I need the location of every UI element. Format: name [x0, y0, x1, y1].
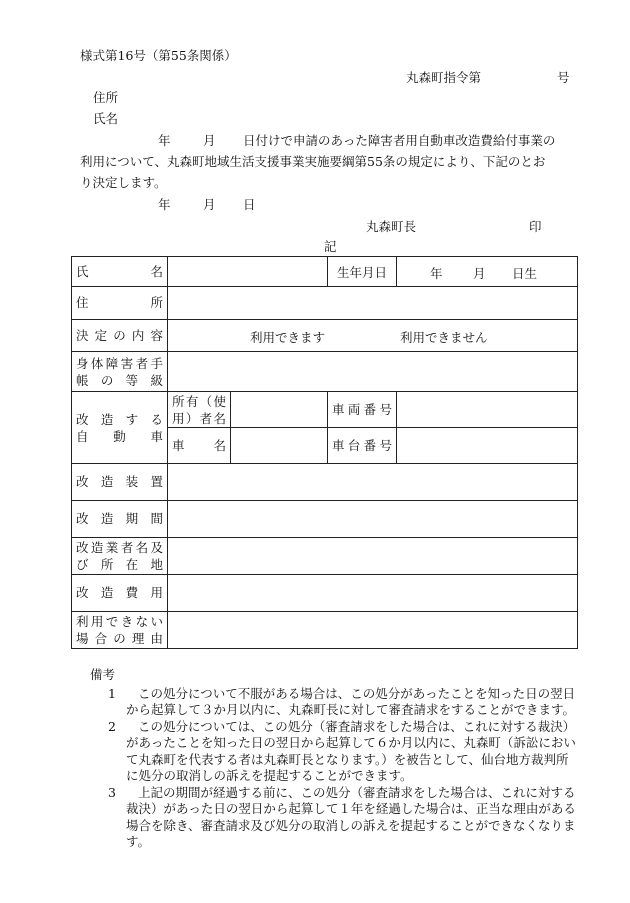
- label-vehicle-number: 車両番号: [328, 392, 397, 428]
- row-vehicle-owner: [72, 392, 578, 428]
- body-year: 年: [158, 133, 171, 148]
- row-decision: [72, 320, 578, 352]
- birth-day: 日生: [512, 265, 538, 281]
- value-birth[interactable]: [397, 257, 578, 287]
- label-owner-line1: 所有（使: [172, 393, 226, 409]
- label-reason-line1: 利用できない: [76, 614, 163, 629]
- option-can-use[interactable]: 利用できます: [250, 329, 326, 345]
- label-owner: [168, 392, 231, 428]
- body-line1: 日付けで申請のあった障害者用自動車改造費給付事業の: [243, 133, 556, 148]
- label-disability-line2: 帳の等級: [76, 372, 163, 388]
- date-month: 月: [203, 197, 216, 212]
- value-name[interactable]: [168, 257, 328, 287]
- body-line2: 利用について、丸森町地域生活支援事業実施要綱第55条の規定により、下記のとお: [80, 154, 546, 169]
- label-vehicle-line2: 自動車: [76, 428, 163, 444]
- label-car-name: 車 名: [168, 428, 231, 464]
- note-number: 3: [108, 784, 116, 800]
- recipient-name-label: 氏名: [93, 111, 119, 126]
- label-cost: 改造費用: [72, 575, 168, 612]
- doc-number-prefix: 丸森町指令第: [406, 70, 482, 85]
- row-reason: [72, 612, 578, 649]
- label-chassis-number: 車台番号: [328, 428, 397, 464]
- label-device: 改造装置: [72, 464, 168, 501]
- label-reason-line2: 場合の理由: [76, 631, 163, 646]
- label-reason: [72, 612, 168, 649]
- row-period: [72, 501, 578, 538]
- decision-table: [71, 256, 578, 649]
- value-vehicle-number[interactable]: [397, 392, 578, 428]
- date-year: 年: [158, 197, 171, 212]
- value-car-name[interactable]: [231, 428, 328, 464]
- row-contractor: [72, 538, 578, 575]
- label-vehicle-line1: 改造する: [76, 411, 163, 427]
- label-period: 改造期間: [72, 501, 168, 538]
- label-address: 住 所: [72, 287, 168, 320]
- value-chassis-number[interactable]: [397, 428, 578, 464]
- date-day: 日: [243, 197, 256, 212]
- row-cost: [72, 575, 578, 612]
- notes-title: 備考: [90, 667, 116, 682]
- value-device[interactable]: [168, 464, 578, 501]
- option-cannot-use[interactable]: 利用できません: [400, 329, 488, 345]
- note-text: この処分について不服がある場合は、この処分があったことを知った日の翌日から起算して３か月以内に、丸森町長に対して審査請求をすることができます。: [126, 685, 576, 717]
- label-name: 氏 名: [72, 257, 168, 287]
- label-owner-line2: 用）者名: [172, 410, 226, 426]
- row-name: [72, 257, 578, 287]
- birth-month: 月: [473, 265, 486, 281]
- row-address: [72, 287, 578, 320]
- note-item: [90, 785, 580, 851]
- label-contractor: [72, 538, 168, 575]
- birth-year: 年: [430, 265, 443, 281]
- note-number: 1: [108, 685, 116, 701]
- label-decision: 決定の内容: [72, 320, 168, 352]
- note-item: [90, 719, 580, 785]
- issuer: 丸森町長: [366, 219, 417, 234]
- seal: 印: [529, 219, 542, 234]
- label-disability: [72, 352, 168, 392]
- doc-number-suffix: 号: [557, 70, 570, 85]
- label-birth: 生年月日: [328, 257, 397, 287]
- note-item: [90, 686, 580, 719]
- label-contractor-line1: 改造業者名及: [76, 540, 163, 555]
- value-contractor[interactable]: [168, 538, 578, 575]
- recipient-address-label: 住所: [93, 90, 119, 105]
- body-month: 月: [203, 133, 216, 148]
- form-id: 様式第16号（第55条関係）: [80, 48, 237, 63]
- note-text: 上記の期間が経過する前に、この処分（審査請求をした場合は、これに対する裁決）があった日の翌日から起算して１年を経過した場合は、正当な理由がある場合を除き、審査請求及び処分の取消しの訴えを提起することができなくなります。: [126, 784, 576, 849]
- value-disability[interactable]: [168, 352, 578, 392]
- label-disability-line1: 身体障害者手: [76, 355, 163, 371]
- row-device: [72, 464, 578, 501]
- value-address[interactable]: [168, 287, 578, 320]
- body-line3: り決定します。: [80, 175, 167, 190]
- label-contractor-line2: び所在地: [76, 557, 163, 572]
- value-reason[interactable]: [168, 612, 578, 649]
- notes-section: [90, 667, 580, 851]
- row-disability: [72, 352, 578, 392]
- label-vehicle: [72, 392, 168, 464]
- value-decision: [168, 320, 578, 352]
- value-period[interactable]: [168, 501, 578, 538]
- note-number: 2: [108, 718, 116, 734]
- note-text: この処分については、この処分（審査請求をした場合は、これに対する裁決）があったことを知った日の翌日から起算して６か月以内に、丸森町（訴訟において丸森町を代表する者は丸森町長となります。）を被告として、仙台地方裁判所に処分の取消しの訴えを提起することができます。: [126, 718, 576, 783]
- value-owner[interactable]: [231, 392, 328, 428]
- ki-heading: 記: [324, 239, 337, 254]
- value-cost[interactable]: [168, 575, 578, 612]
